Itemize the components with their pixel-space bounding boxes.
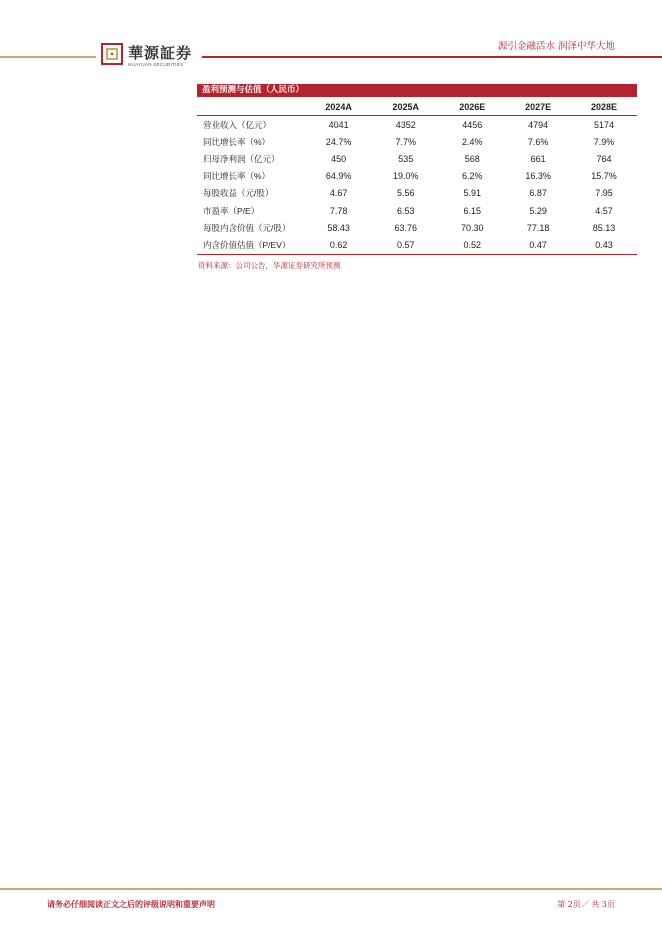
table-cell: 58.43 bbox=[327, 222, 350, 233]
table-cell: 535 bbox=[398, 153, 414, 164]
row-label: 内含价值估值（P/EV） bbox=[197, 236, 305, 254]
table-cell: 63.76 bbox=[394, 222, 417, 233]
company-logo bbox=[101, 41, 201, 71]
table-cell: 6.2% bbox=[462, 171, 483, 182]
table-cell: 64.9% bbox=[325, 171, 352, 182]
table-header-row bbox=[197, 98, 637, 116]
table-row bbox=[197, 202, 637, 219]
table-cell: 16.3% bbox=[525, 171, 551, 182]
header-rule-right bbox=[202, 56, 662, 58]
table-row bbox=[197, 219, 637, 236]
table-cell: 450 bbox=[331, 153, 347, 164]
table-row bbox=[197, 133, 637, 150]
footer-disclaimer: 请务必仔细阅读正文之后的评级说明和重要声明 bbox=[47, 899, 215, 909]
table-cell: 2.4% bbox=[462, 136, 483, 147]
column-header: 2025A bbox=[372, 98, 439, 116]
column-header: 2027E bbox=[505, 98, 571, 116]
table-cell: 4456 bbox=[462, 119, 483, 130]
table-cell: 77.18 bbox=[526, 222, 550, 233]
table-cell: 4041 bbox=[328, 119, 349, 130]
page-number: 第 2页／ 共 3页 bbox=[557, 900, 615, 909]
table-cell: 4352 bbox=[395, 119, 416, 130]
table-cell: 7.7% bbox=[395, 136, 416, 147]
column-header: 2024A bbox=[305, 98, 372, 116]
table-cell: 0.47 bbox=[505, 236, 571, 254]
table-cell: 4794 bbox=[528, 119, 549, 130]
table-cell: 0.57 bbox=[372, 236, 439, 254]
table-cell: 5174 bbox=[594, 119, 615, 130]
row-label: 归母净利润（亿元） bbox=[203, 153, 280, 164]
forecast-table bbox=[197, 98, 637, 255]
table-cell: 4.57 bbox=[595, 205, 613, 216]
row-label: 同比增长率（%） bbox=[203, 171, 271, 182]
footer-rule bbox=[0, 888, 662, 890]
table-cell: 7.78 bbox=[329, 205, 348, 216]
row-label: 每股收益（元/股） bbox=[203, 188, 274, 199]
table-cell: 19.0% bbox=[392, 171, 419, 182]
table-cell: 0.43 bbox=[571, 236, 637, 254]
table-cell: 24.7% bbox=[325, 136, 352, 147]
table-cell: 6.15 bbox=[463, 205, 482, 216]
table-cell: 6.53 bbox=[396, 205, 415, 216]
table-row bbox=[197, 150, 637, 167]
table-row bbox=[197, 168, 637, 185]
logo-name-cn: 華源証券 bbox=[128, 44, 193, 62]
table-cell: 5.56 bbox=[396, 188, 415, 199]
table-cell: 6.87 bbox=[529, 188, 547, 199]
table-cell: 764 bbox=[596, 153, 612, 164]
table-row bbox=[197, 185, 637, 202]
row-label: 同比增长率（%） bbox=[203, 136, 271, 147]
logo-name-en: HUAYUAN SECURITIES bbox=[128, 62, 184, 67]
table-cell: 4.67 bbox=[329, 188, 348, 199]
table-cell: 70.30 bbox=[460, 222, 484, 233]
row-label: 市盈率（P/E） bbox=[203, 205, 260, 216]
row-label: 营业收入（亿元） bbox=[203, 119, 272, 130]
row-label: 每股内含价值（元/股） bbox=[203, 222, 291, 233]
table-cell: 0.52 bbox=[439, 236, 505, 254]
table-title: 盈利预测与估值（人民币） bbox=[197, 84, 637, 97]
table-cell: 15.7% bbox=[591, 171, 617, 182]
table-cell: 5.91 bbox=[463, 188, 482, 199]
table-cell: 0.62 bbox=[305, 236, 372, 254]
table-row bbox=[197, 116, 637, 134]
logo-emblem-icon bbox=[101, 43, 123, 65]
table-cell: 661 bbox=[530, 153, 546, 164]
table-cell: 7.9% bbox=[593, 136, 615, 147]
table-cell: 5.29 bbox=[529, 205, 547, 216]
header-slogan: 源引金融活水 润泽中华大地 bbox=[497, 41, 615, 52]
table-cell: 7.95 bbox=[595, 188, 613, 199]
table-cell: 568 bbox=[464, 153, 480, 164]
table-cell: 85.13 bbox=[592, 222, 616, 233]
table-corner-cell bbox=[197, 98, 305, 116]
table-row bbox=[197, 236, 637, 254]
column-header: 2028E bbox=[571, 98, 637, 116]
table-source-note: 资料来源：公司公告，华源证券研究所预测 bbox=[198, 261, 341, 270]
table-cell: 7.6% bbox=[527, 136, 549, 147]
header-rule-left bbox=[0, 56, 96, 58]
column-header: 2026E bbox=[439, 98, 505, 116]
